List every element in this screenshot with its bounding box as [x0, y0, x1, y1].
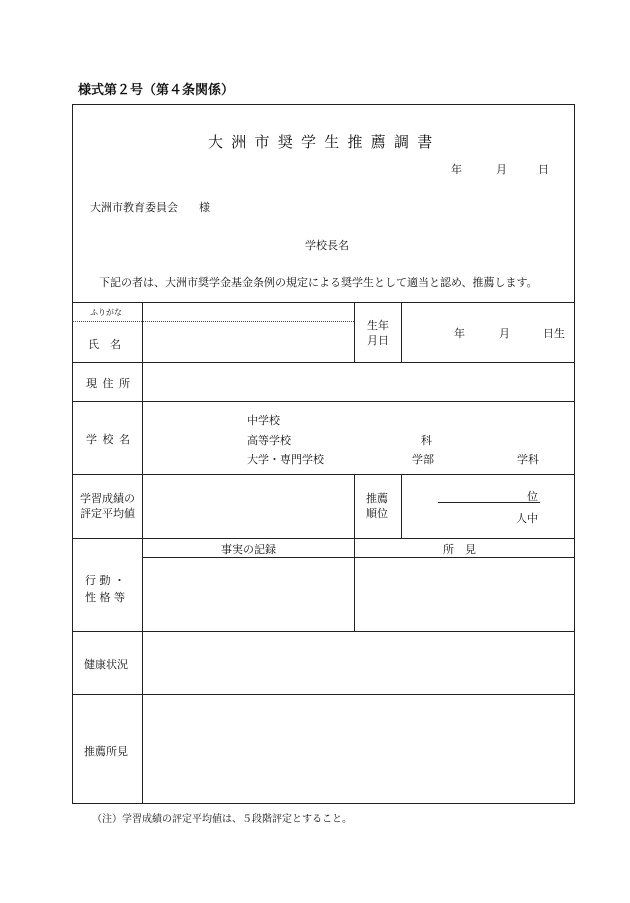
facts-header: 事実の記録	[221, 543, 276, 556]
date-month-label: 月	[496, 163, 507, 176]
school-jhs-label: 中学校	[247, 414, 280, 427]
behavior-label-line2: 性 格 等	[85, 591, 125, 604]
recommendation-label: 推薦所見	[84, 745, 128, 758]
school-hs-label: 高等学校	[247, 434, 291, 447]
rank-position-label: 位	[527, 490, 538, 503]
dept-gakubu-label: 学部	[412, 453, 434, 466]
date-year-label: 年	[451, 163, 462, 176]
behavior-split-line	[354, 538, 355, 631]
row-line-health	[72, 694, 575, 695]
behavior-label	[85, 572, 125, 606]
rank-label-left-line	[354, 474, 355, 538]
rank-label-line1: 推薦	[366, 492, 388, 505]
date-day-label: 日	[538, 163, 549, 176]
row-line-behavior	[72, 631, 575, 632]
rank-label-right-line	[401, 474, 402, 538]
rank-of-label: 人中	[516, 512, 538, 525]
furigana-label: ふりがな	[90, 308, 122, 317]
health-label: 健康状況	[84, 658, 128, 671]
dept-ka-label: 科	[421, 434, 432, 447]
row-line-name	[72, 362, 575, 363]
row-line-top	[72, 302, 575, 303]
document-title: 大洲市奨学生推薦調書	[208, 133, 441, 151]
label-column-line	[142, 302, 143, 804]
birthdate-label-line2: 月日	[367, 334, 389, 347]
statement-text: 下記の者は、大洲市奨学金基金条例の規定による奨学生として適当と認め、推薦します。	[99, 276, 538, 289]
birthdate-label	[367, 318, 389, 348]
school-univ-label: 大学・専門学校	[247, 453, 324, 466]
behavior-label-line1: 行 動 ・	[85, 574, 125, 587]
birth-day-label: 日生	[543, 327, 565, 340]
birth-label-right-line	[401, 302, 402, 362]
school-label: 学校名	[86, 433, 136, 446]
footnote: （注）学習成績の評定平均値は、５段階評定とすること。	[92, 814, 352, 825]
address-label: 現住所	[86, 377, 136, 390]
name-label: 氏 名	[88, 338, 121, 351]
form-number: 様式第２号（第４条関係）	[78, 83, 235, 98]
birth-label-left-line	[354, 302, 355, 362]
rank-underline	[438, 502, 540, 503]
row-line-address	[72, 401, 575, 402]
birth-month-label: 月	[499, 327, 510, 340]
row-line-grades	[72, 538, 575, 539]
birth-year-label: 年	[454, 327, 465, 340]
addressee-honorific: 様	[199, 201, 210, 214]
dept-gakka-label: 学科	[517, 453, 539, 466]
grade-average-line1: 学習成績の	[80, 492, 135, 505]
birthdate-label-line1: 生年	[367, 319, 389, 332]
opinion-header: 所 見	[443, 543, 476, 556]
principal-label: 学校長名	[305, 239, 349, 252]
grade-average-line2: 評定平均値	[80, 507, 135, 520]
row-line-school	[72, 474, 575, 475]
grade-average-label	[80, 491, 135, 521]
row-line-behavior-header	[142, 557, 575, 558]
rank-label	[366, 491, 388, 521]
addressee-name: 大洲市教育委員会	[90, 201, 178, 214]
furigana-divider	[72, 321, 354, 322]
rank-label-line2: 順位	[366, 507, 388, 520]
